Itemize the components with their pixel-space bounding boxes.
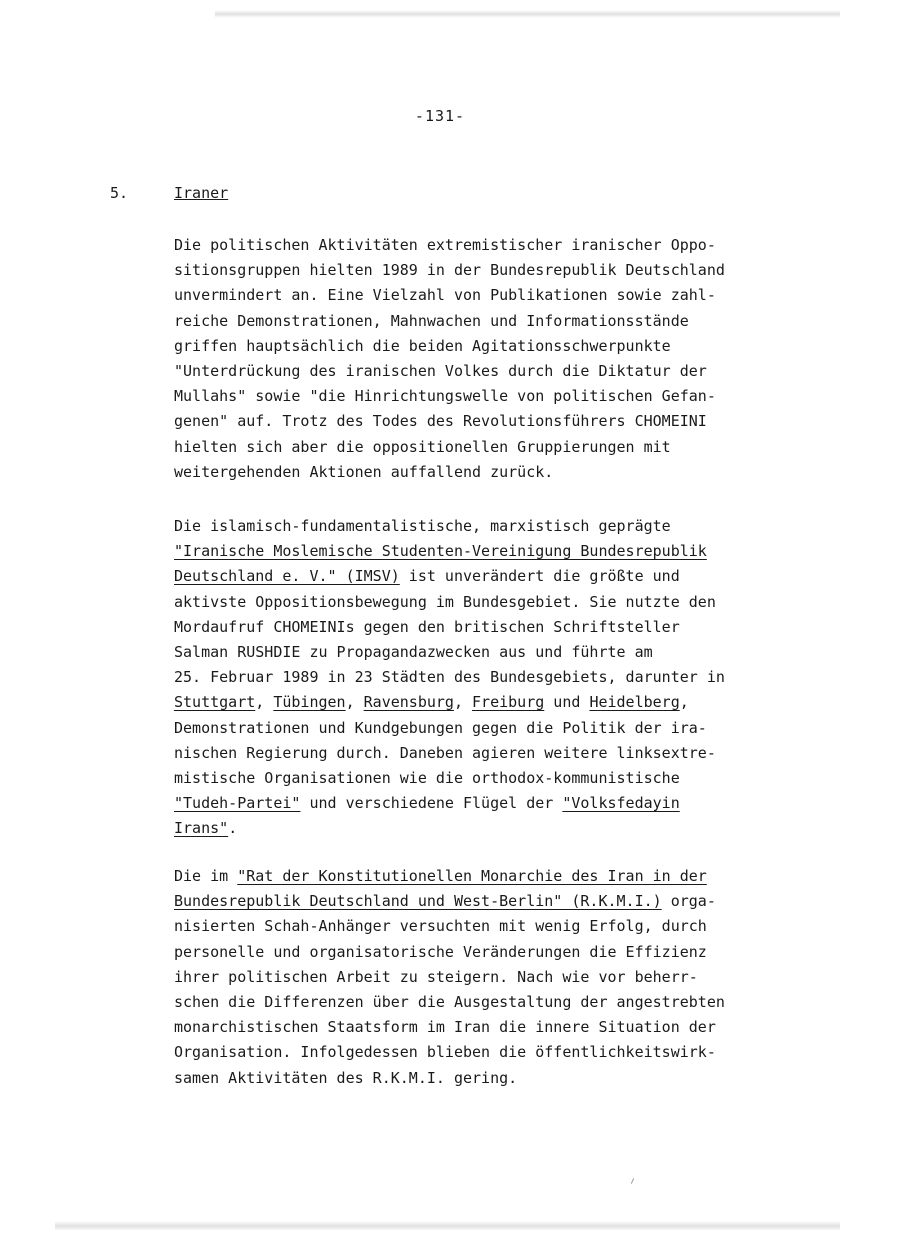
text-line: [174, 667, 725, 687]
text-run: griffen hauptsächlich die beiden Agitationsschwerpunkte: [174, 336, 671, 355]
text-run: nisierten Schah-Anhänger versuchten mit wenig Erfolg, durch: [174, 917, 707, 936]
section-number: 5.: [110, 184, 129, 202]
text-line: [174, 942, 707, 962]
underlined-text: "Rat der Konstitutionellen Monarchie des Iran in der: [237, 867, 707, 885]
text-run: ,: [453, 693, 473, 712]
underlined-text: Freiburg: [472, 693, 545, 712]
text-line: [174, 768, 680, 788]
text-run: 25. Februar 1989 in 23 Städten des Bundesgebiets, darunter in: [174, 668, 725, 687]
text-line: [174, 1068, 517, 1088]
scan-speck: [631, 1178, 634, 1184]
text-run: und: [544, 693, 590, 712]
text-line: [174, 866, 707, 886]
text-run: mistische Organisationen wie die orthodox-kommunistische: [174, 769, 680, 787]
text-line: [174, 718, 707, 738]
underlined-text: Bundesrepublik Deutschland und West-Berlin" (R.K.M.I.): [174, 892, 662, 911]
underlined-text: Tübingen: [273, 693, 346, 712]
page-number: -131-: [414, 107, 466, 125]
text-run: weitergehenden Aktionen auffallend zurück.: [174, 462, 554, 481]
text-run: Mullahs" sowie "die Hinrichtungswelle von politischen Gefan-: [174, 387, 716, 406]
text-run: orga-: [661, 892, 716, 911]
text-run: ,: [345, 693, 364, 712]
text-line: [174, 411, 707, 431]
section-title: Iraner: [174, 184, 229, 202]
underlined-text: Stuttgart: [174, 693, 256, 712]
text-run: Die im: [174, 867, 238, 885]
underlined-text: "Volksfedayin: [562, 794, 680, 813]
underlined-text: Deutschland e. V." (IMSV): [174, 567, 400, 586]
text-line: [174, 818, 237, 838]
text-run: nischen Regierung durch. Daneben agieren weitere linksextre-: [174, 743, 716, 762]
text-run: reiche Demonstrationen, Mahnwachen und Informationsstände: [174, 311, 689, 330]
text-run: personelle und organisatorische Veränderungen die Effizienz: [174, 942, 707, 961]
text-line: [174, 516, 671, 536]
text-run: ist unverändert die größte und: [399, 567, 680, 586]
text-line: [174, 642, 653, 662]
text-line: [174, 336, 671, 356]
text-line: [174, 541, 707, 561]
text-run: sitionsgruppen hielten 1989 in der Bundesrepublik Deutschland: [174, 261, 725, 280]
text-line: [174, 992, 725, 1012]
text-line: [174, 235, 716, 255]
text-run: hielten sich aber die oppositionellen Gruppierungen mit: [174, 437, 671, 456]
text-line: [174, 743, 716, 763]
text-line: [174, 916, 707, 936]
underlined-text: "Tudeh-Partei": [174, 794, 301, 813]
text-run: unvermindert an. Eine Vielzahl von Publikationen sowie zahl-: [174, 286, 716, 305]
text-line: [174, 967, 698, 987]
text-run: ihrer politischen Arbeit zu steigern. Nach wie vor beherr-: [174, 967, 698, 986]
text-run: Organisation. Infolgedessen blieben die öffentlichkeitswirk-: [174, 1043, 716, 1062]
underlined-text: Ravensburg: [363, 693, 454, 712]
text-line: [174, 437, 671, 457]
text-line: [174, 891, 716, 911]
text-line: [174, 285, 716, 305]
text-run: ,: [679, 693, 689, 712]
text-run: aktivste Oppositionsbewegung im Bundesgebiet. Sie nutzte den: [174, 592, 716, 611]
text-line: [174, 260, 725, 280]
text-run: Die politischen Aktivitäten extremistischer iranischer Oppo-: [174, 236, 716, 254]
text-run: und verschiedene Flügel der: [300, 794, 563, 813]
text-run: Demonstrationen und Kundgebungen gegen die Politik der ira-: [174, 718, 707, 737]
text-run: schen die Differenzen über die Ausgestaltung der angestrebten: [174, 993, 725, 1011]
scan-edge-bottom: [55, 1221, 840, 1231]
text-line: [174, 592, 716, 612]
text-run: Die islamisch-fundamentalistische, marxistisch geprägte: [174, 517, 671, 535]
text-line: [174, 311, 689, 331]
text-run: "Unterdrückung des iranischen Volkes durch die Diktatur der: [174, 362, 707, 380]
text-line: [174, 1042, 716, 1062]
text-line: [174, 617, 680, 637]
underlined-text: Irans": [174, 819, 229, 838]
text-line: [174, 462, 553, 482]
text-line: [174, 361, 707, 381]
text-run: Salman RUSHDIE zu Propagandazwecken aus und führte am: [174, 643, 653, 661]
text-run: genen" auf. Trotz des Todes des Revolutionsführers CHOMEINI: [174, 412, 707, 431]
scan-edge-top: [215, 10, 840, 18]
underlined-text: Heidelberg: [589, 693, 680, 712]
text-run: ,: [255, 693, 274, 712]
text-line: [174, 1017, 716, 1037]
text-line: [174, 386, 716, 406]
text-run: .: [228, 819, 238, 838]
text-run: Mordaufruf CHOMEINIs gegen den britischen Schriftsteller: [174, 617, 680, 636]
text-run: samen Aktivitäten des R.K.M.I. gering.: [174, 1068, 518, 1087]
text-line: [174, 793, 680, 813]
underlined-text: "Iranische Moslemische Studenten-Vereinigung Bundesrepublik: [174, 542, 707, 561]
text-line: [174, 566, 680, 586]
text-line: [174, 692, 689, 712]
text-run: monarchistischen Staatsform im Iran die innere Situation der: [174, 1018, 716, 1037]
